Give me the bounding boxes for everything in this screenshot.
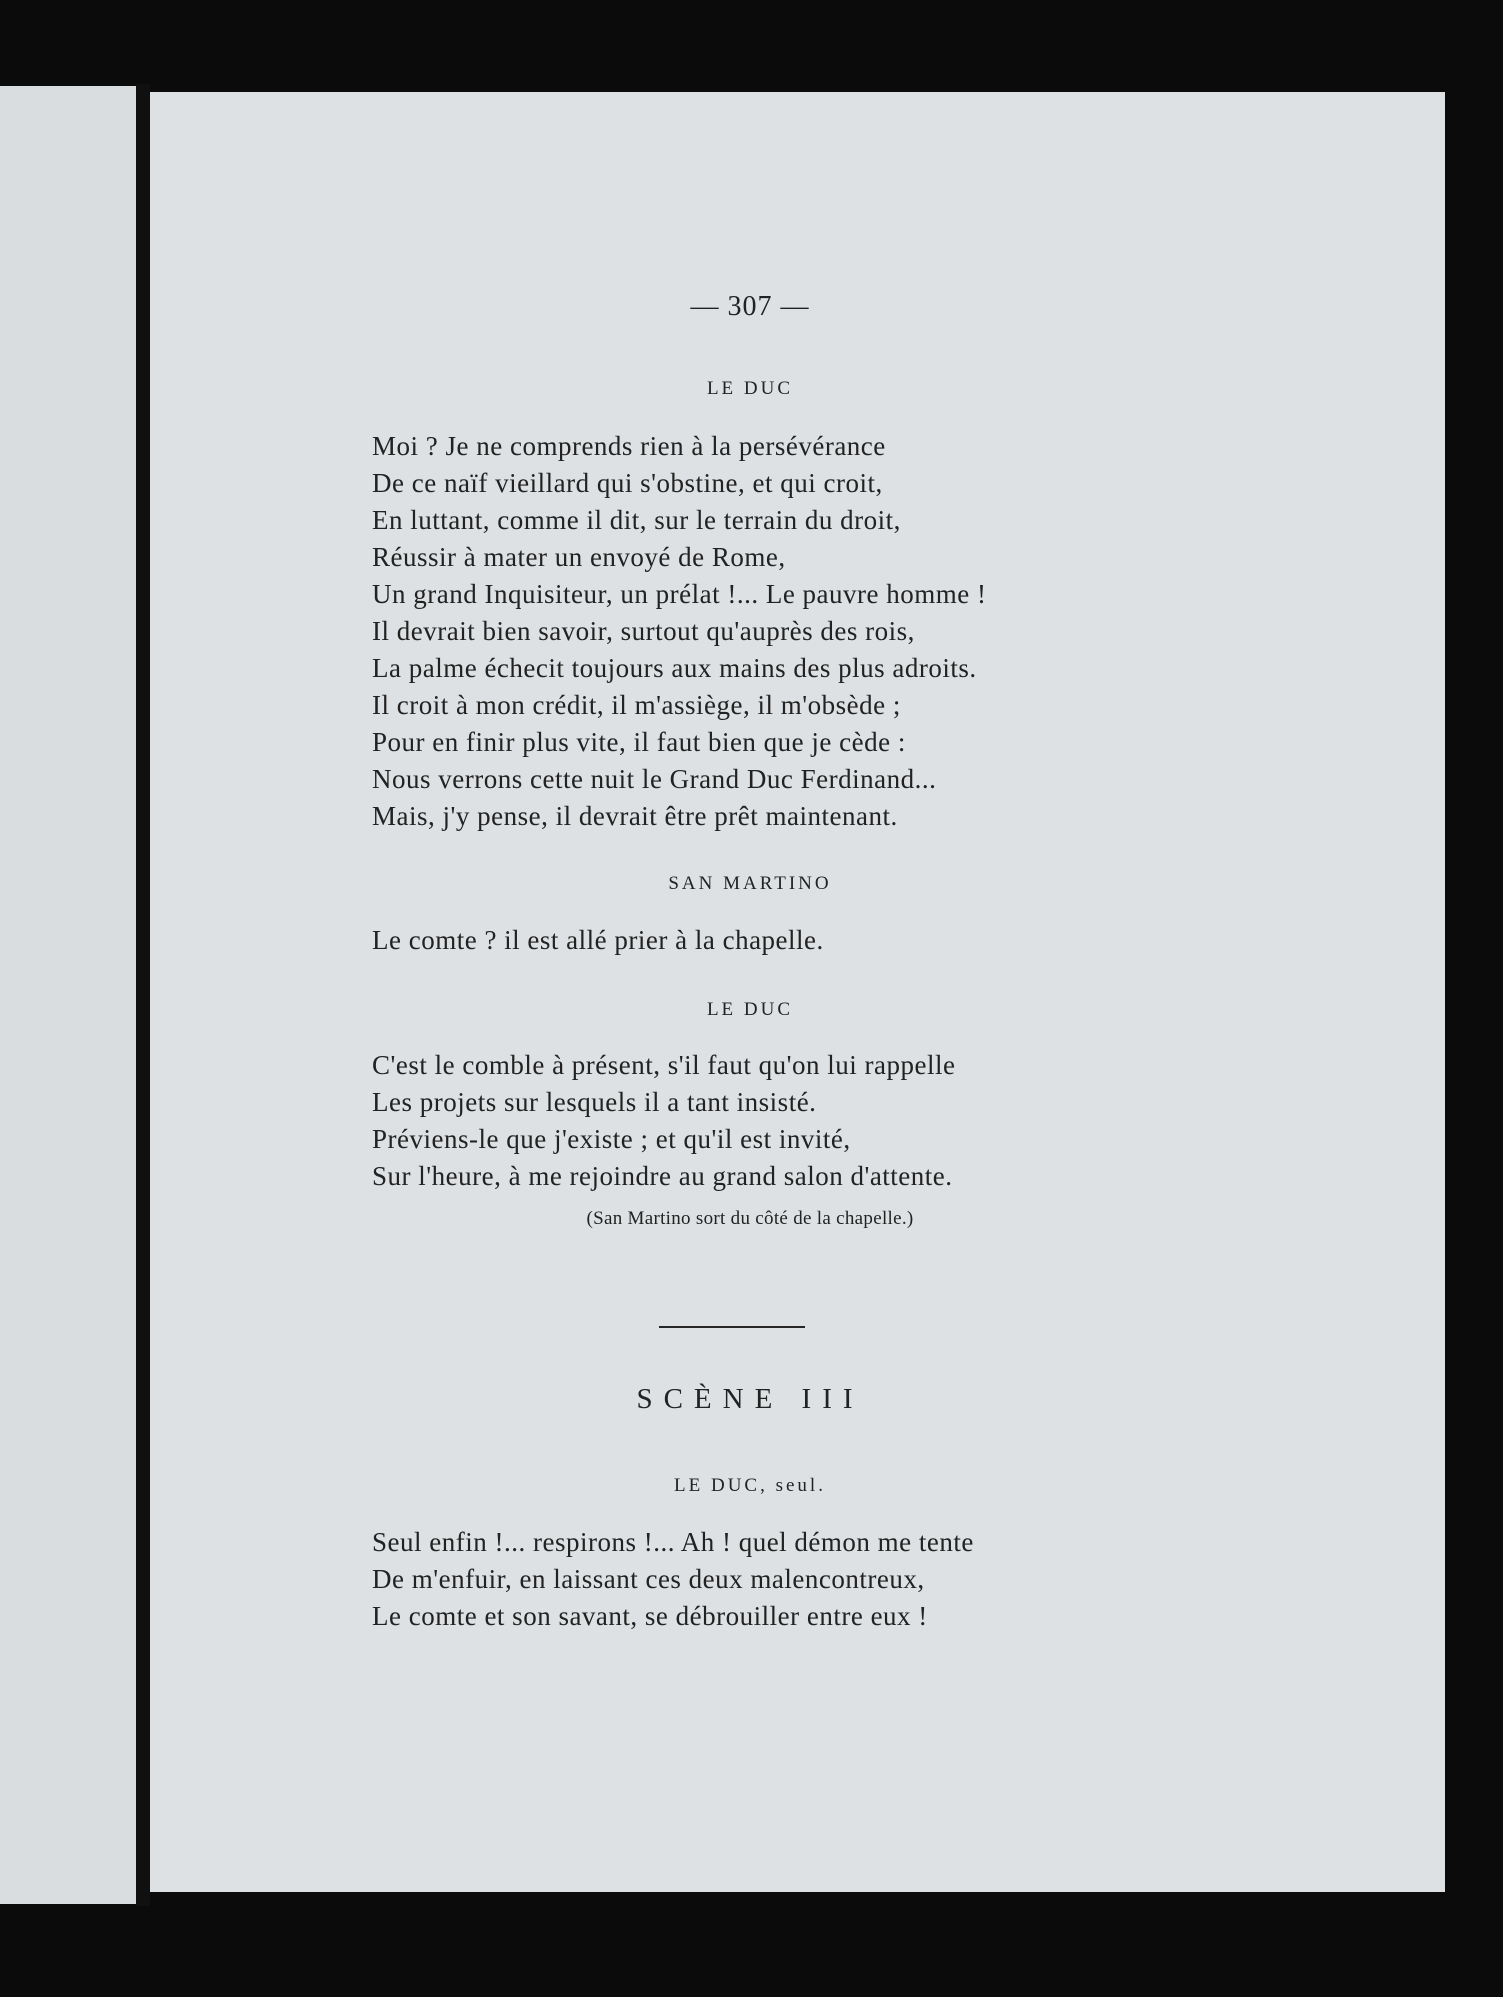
verse-line: Pour en finir plus vite, il faut bien que je cède : (372, 727, 906, 757)
verse-line: Il croit à mon crédit, il m'assiège, il m'obsède ; (372, 690, 901, 720)
verse-line: Les projets sur lesquels il a tant insisté. (372, 1087, 817, 1117)
speaker-label: LE DUC, seul. (674, 1475, 826, 1496)
page-number: — 307 — (690, 291, 810, 322)
verse-line: Il devrait bien savoir, surtout qu'auprès des rois, (372, 616, 915, 646)
verse-line: Mais, j'y pense, il devrait être prêt maintenant. (372, 801, 898, 831)
speaker-label: SAN MARTINO (668, 873, 832, 894)
verse-line: De m'enfuir, en laissant ces deux malencontreux, (372, 1564, 925, 1594)
verse-block-2 (372, 922, 1272, 959)
verse-line: De ce naïf vieillard qui s'obstine, et qui croit, (372, 468, 883, 498)
section-divider (659, 1326, 805, 1328)
verse-line: Le comte ? il est allé prier à la chapelle. (372, 925, 824, 955)
verse-line: En luttant, comme il dit, sur le terrain du droit, (372, 505, 901, 535)
verse-line: Moi ? Je ne comprends rien à la persévérance (372, 431, 886, 461)
verse-line: Le comte et son savant, se débrouiller entre eux ! (372, 1601, 928, 1631)
stage-direction: (San Martino sort du côté de la chapelle.) (586, 1208, 914, 1229)
verse-line: Un grand Inquisiteur, un prélat !... Le pauvre homme ! (372, 579, 987, 609)
facing-page-edge (0, 86, 136, 1904)
verse-block-4 (372, 1524, 1272, 1635)
verse-line: La palme échecit toujours aux mains des plus adroits. (372, 653, 977, 683)
verse-line: Réussir à mater un envoyé de Rome, (372, 542, 786, 572)
book-page (150, 92, 1445, 1892)
verse-line: Seul enfin !... respirons !... Ah ! quel démon me tente (372, 1527, 974, 1557)
verse-block-1 (372, 428, 1272, 835)
verse-block-3 (372, 1047, 1272, 1195)
verse-line: C'est le comble à présent, s'il faut qu'on lui rappelle (372, 1050, 956, 1080)
speaker-label: LE DUC (706, 999, 794, 1020)
speaker-label: LE DUC (706, 378, 794, 399)
scene-title: SCÈNE III (636, 1383, 864, 1415)
verse-line: Nous verrons cette nuit le Grand Duc Ferdinand... (372, 764, 937, 794)
book-gutter (136, 84, 150, 1906)
verse-line: Sur l'heure, à me rejoindre au grand salon d'attente. (372, 1161, 953, 1191)
verse-line: Préviens-le que j'existe ; et qu'il est invité, (372, 1124, 851, 1154)
